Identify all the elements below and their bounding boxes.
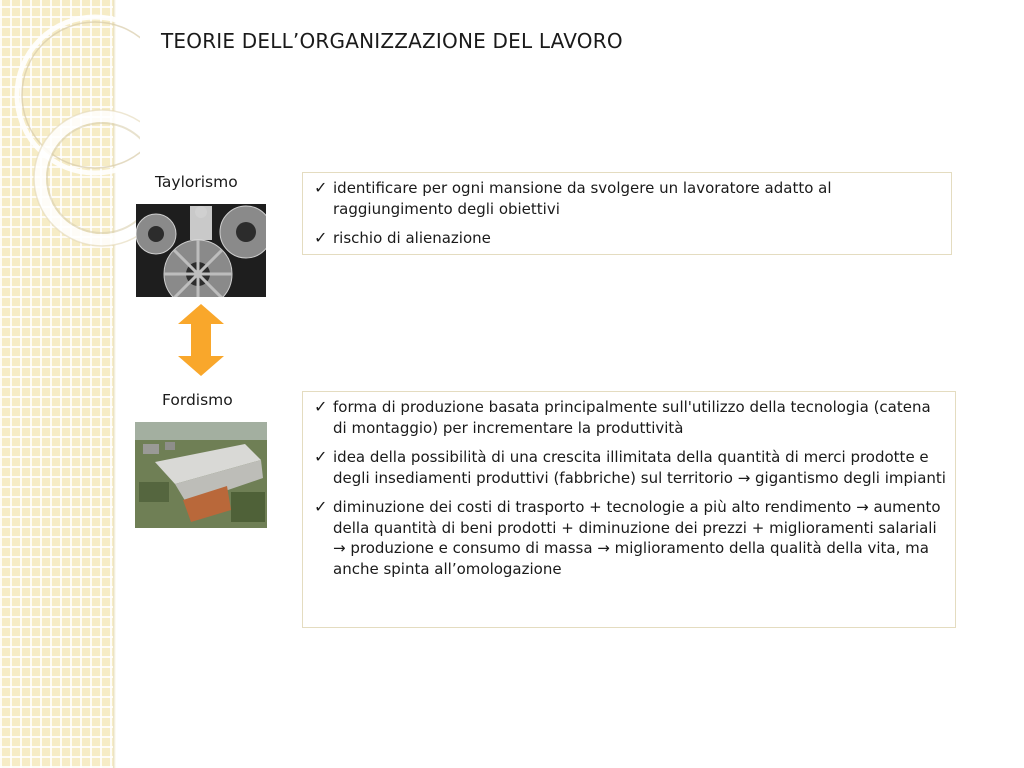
checkmark-icon: ✓ xyxy=(314,228,328,247)
checkmark-icon: ✓ xyxy=(314,178,328,197)
fordismo-label: Fordismo xyxy=(162,391,233,409)
fordismo-points-box xyxy=(302,391,956,628)
checkmark-icon: ✓ xyxy=(314,397,328,416)
bullet-text: diminuzione dei costi di trasporto + tecnologie a più alto rendimento → aumento della quantità di beni prodotti + diminuzione dei prezzi + miglioramenti salariali → produzione e consumo di massa → miglioramento della qualità della vita, ma anche spinta all’omologazione xyxy=(333,498,941,578)
list-item xyxy=(313,397,947,438)
list-item xyxy=(313,178,943,219)
bullet-text: idea della possibilità di una crescita illimitata della quantità di merci prodotte e degli insediamenti produttivi (fabbriche) sul territorio → gigantismo degli impianti xyxy=(333,448,946,487)
bullet-text: forma di produzione basata principalmente sull'utilizzo della tecnologia (catena di montaggio) per incrementare la produttività xyxy=(333,398,931,437)
taylorismo-points-box xyxy=(302,172,952,255)
gears-photo xyxy=(136,204,266,297)
list-item xyxy=(313,447,947,488)
list-item xyxy=(313,228,943,249)
decorative-circles xyxy=(0,0,140,260)
bullet-text: identificare per ogni mansione da svolgere un lavoratore adatto al raggiungimento degli obiettivi xyxy=(333,179,832,218)
checkmark-icon: ✓ xyxy=(314,447,328,466)
double-arrow-vertical-icon xyxy=(177,304,225,376)
checkmark-icon: ✓ xyxy=(314,497,328,516)
slide-title: TEORIE DELL’ORGANIZZAZIONE DEL LAVORO xyxy=(161,29,623,53)
bullet-text: rischio di alienazione xyxy=(333,229,491,247)
factory-aerial-photo xyxy=(135,422,267,528)
list-item xyxy=(313,497,947,579)
taylorismo-label: Taylorismo xyxy=(155,173,238,191)
